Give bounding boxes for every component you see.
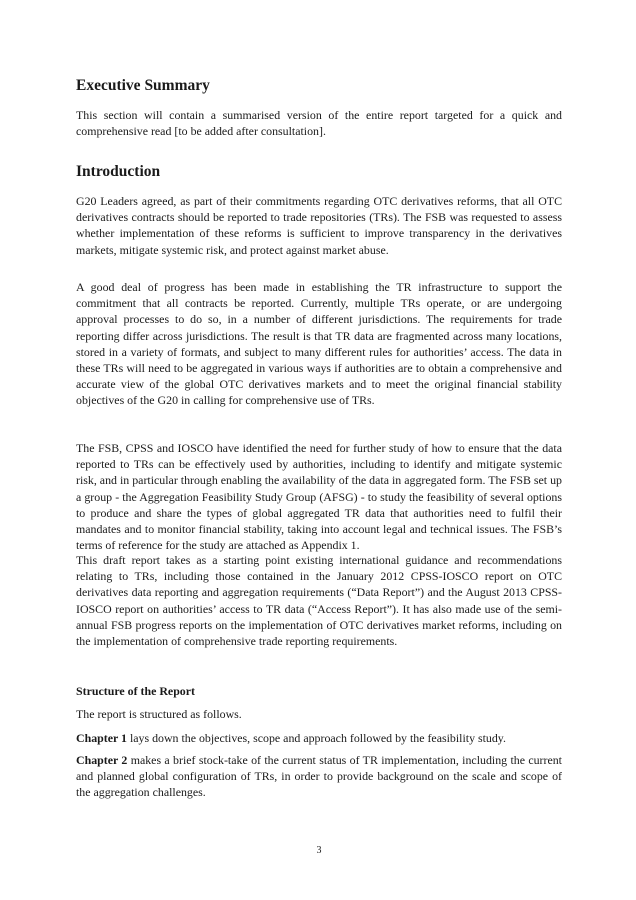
page-number: 3 — [316, 845, 322, 856]
structure-heading: Structure of the Report — [76, 684, 195, 698]
introduction-heading: Introduction — [76, 163, 161, 180]
document-page — [76, 0, 562, 900]
intro-paragraph-3: The FSB, CPSS and IOSCO have identified the need for further study of how to ensure that the data reported to TRs can be effectively used by authorities, including to identify and mitigate systemic risk, and in particular through enabling the availability of the data in aggregated form. The FSB set up a group - the Aggregation Feasibility Study Group (AFSG) - to study the feasibility of several options to produce and share the types of global aggregated TR data that authorities need to fulfil their mandates and to monitor financial stability, taking into account legal and technical issues. The FSB’s terms of reference for the study are attached as Appendix 1. — [76, 441, 562, 553]
chapter-1-label: Chapter 1 — [76, 731, 127, 745]
intro-paragraph-4: This draft report takes as a starting point existing international guidance and recommendations relating to TRs, including those contained in the January 2012 CPSS-IOSCO report on OTC derivatives data reporting and aggregation requirements (“Data Report”) and the August 2013 CPSS-IOSCO report on authorities’ access to TR data (“Access Report”). It has also made use of the semi-annual FSB progress reports on the implementation of OTC derivatives market reforms, including on the implementation of comprehensive trade reporting requirements. — [76, 553, 562, 649]
exec-summary-paragraph: This section will contain a summarised version of the entire report targeted for a quick and comprehensive read [to be added after consultation]. — [76, 108, 562, 139]
chapter-1-text: lays down the objectives, scope and approach followed by the feasibility study. — [126, 731, 506, 745]
chapter-2-paragraph — [76, 752, 562, 801]
intro-paragraph-1: G20 Leaders agreed, as part of their commitments regarding OTC derivatives reforms, that all OTC derivatives contracts should be reported to trade repositories (TRs). The FSB was requested to assess whether implementation of these reforms is sufficient to improve transparency in the derivatives markets, mitigate systemic risk, and protect against market abuse. — [76, 194, 562, 257]
structure-intro: The report is structured as follows. — [76, 707, 242, 721]
chapter-2-label: Chapter 2 — [76, 753, 128, 767]
exec-summary-heading: Executive Summary — [76, 77, 210, 94]
chapter-2-text: makes a brief stock-take of the current status of TR implementation, including the current and planned global configuration of TRs, in order to provide background on the scale and scope of the aggregation challenges. — [76, 753, 562, 800]
intro-paragraph-2: A good deal of progress has been made in establishing the TR infrastructure to support the commitment that all contracts be reported. Currently, multiple TRs operate, or are undergoing approval processes to do so, in a number of different jurisdictions. The requirements for trade reporting differ across jurisdictions. The result is that TR data are fragmented across many locations, stored in a variety of formats, and subject to many different rules for authorities’ access. The data in these TRs will need to be aggregated in various ways if authorities are to obtain a comprehensive and accurate view of the global OTC derivatives markets and to meet the original financial stability objectives of the G20 in calling for comprehensive use of TRs. — [76, 280, 562, 408]
chapter-1-paragraph — [76, 730, 562, 746]
